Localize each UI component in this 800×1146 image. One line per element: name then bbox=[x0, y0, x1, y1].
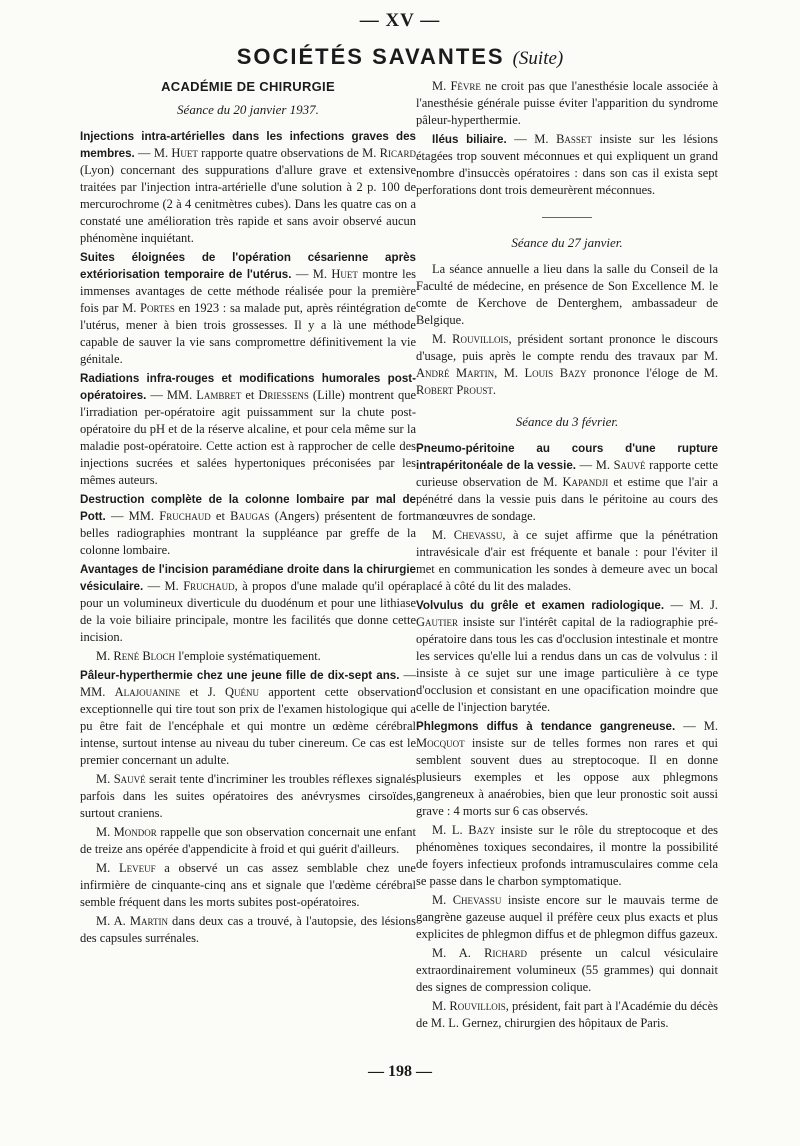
author-name: Martin bbox=[129, 914, 168, 928]
text: , M. bbox=[494, 366, 525, 380]
author-name: Leveuf bbox=[118, 861, 156, 875]
text: serait tente d'incriminer les troubles réflexes signalés parfois dans les suites opératoires des anévrysmes cirsoïdes, surtout craniens. bbox=[80, 772, 416, 820]
entry-heading: Radiations infra-rouges et modifications humorales post-opératoires. bbox=[80, 372, 416, 402]
paragraph bbox=[416, 718, 718, 820]
paragraph bbox=[80, 128, 416, 247]
text: — MM. bbox=[105, 509, 160, 523]
author-name: Rouvillois bbox=[449, 999, 506, 1013]
text: l'emploie systématiquement. bbox=[175, 649, 321, 663]
page-headline bbox=[0, 44, 800, 70]
entry-heading: Pâleur-hyperthermie chez une jeune fille de dix-sept ans. bbox=[80, 669, 400, 682]
text: et bbox=[210, 509, 231, 523]
author-name: Driessens bbox=[258, 388, 309, 402]
author-name: Lambret bbox=[196, 388, 242, 402]
paragraph bbox=[80, 370, 416, 489]
text: M. bbox=[432, 999, 450, 1013]
paragraph bbox=[80, 561, 416, 646]
text: M. bbox=[96, 772, 114, 786]
paragraph bbox=[416, 527, 718, 595]
session-date: Séance du 20 janvier 1937. bbox=[177, 102, 319, 117]
text: , à ce sujet affirme que la pénétration intravésicale d'air est fréquente et banale : pour l'éviter il met en communication les sondes à demeure avec un bocal placé à côté du lit des malades. bbox=[416, 528, 718, 593]
entry-heading: Injections intra-artérielles dans les infections graves des membres. bbox=[80, 130, 416, 160]
author-name: Alajouanine bbox=[114, 685, 181, 699]
paragraph bbox=[80, 249, 416, 368]
author-name: Kapandji bbox=[562, 475, 609, 489]
author-name: Sauvé bbox=[613, 458, 646, 472]
text: , président sortant prononce le discours d'usage, puis après le compte rendu des travaux par M. bbox=[416, 332, 718, 363]
paragraph bbox=[80, 824, 416, 858]
author-name: Portes bbox=[140, 301, 175, 315]
text: montre les immenses avantages de cette méthode réalisée pour la première fois par M. bbox=[80, 267, 417, 315]
text: — M. bbox=[291, 267, 332, 281]
section-divider bbox=[542, 217, 592, 218]
author-name: Fruchaud bbox=[183, 579, 235, 593]
text: insiste encore sur le mauvais terme de gangrène gazeuse auquel il préfère ceux plus exacts et plus explicites de phlegmon diffus et de phlegmon diffus gazeux. bbox=[416, 893, 718, 941]
text: — M. bbox=[134, 146, 172, 160]
entry-heading: Suites éloignées de l'opération césarienne après extériorisation temporaire de l'utérus. bbox=[80, 251, 416, 281]
author-name: Chevassu bbox=[453, 528, 503, 542]
author-name: J. Quénu bbox=[207, 685, 260, 699]
headline-suite: (Suite) bbox=[512, 48, 564, 69]
author-name: Fruchaud bbox=[159, 509, 211, 523]
text: . bbox=[492, 383, 497, 397]
text: rapporte quatre observations de M. bbox=[197, 146, 380, 160]
text: ne croit pas que l'anesthésie locale associée à l'anesthésie générale puisse éviter l'apparition du syndrome pâleur-hyperthermie. bbox=[416, 79, 718, 127]
author-name: Ricard bbox=[379, 146, 416, 160]
left-column bbox=[80, 78, 416, 949]
author-name: Gautier bbox=[416, 615, 459, 629]
paragraph bbox=[416, 998, 718, 1032]
author-name: Huet bbox=[331, 267, 358, 281]
text: a observé un cas assez semblable chez une infirmière de cinquante-cinq ans et signale que l'œdème cérébral semble fréquent dans les morts subites post-opératoires. bbox=[80, 861, 416, 909]
entry-heading: Iléus biliaire. bbox=[432, 133, 507, 146]
paragraph bbox=[80, 648, 416, 665]
text: et estime que l'air a pénétré dans la vessie puis dans le péritoine au cours des manœuvres de sondage. bbox=[416, 475, 718, 523]
paragraph bbox=[416, 131, 718, 199]
text: M. A. bbox=[432, 946, 485, 960]
paragraph bbox=[80, 667, 416, 769]
text: insiste sur l'intérêt capital de la radiographie pré-opératoire dans tous les cas d'occlusion intestinale et montre les services qu'elle lui a rendus dans un cas de volvulus : il insiste à ce sujet sur une image particulière à ce type d'occlusion et consistant en une opacification moindre que celle de l'injection barytée. bbox=[416, 615, 718, 714]
text: — MM. bbox=[80, 668, 416, 699]
headline-title: SOCIÉTÉS SAVANTES bbox=[236, 44, 505, 69]
text: — M. bbox=[675, 719, 718, 733]
author-name: Rouvillois bbox=[452, 332, 509, 346]
text: M. L. bbox=[432, 823, 469, 837]
author-name: Richard bbox=[484, 946, 527, 960]
text: M. bbox=[432, 79, 451, 93]
paragraph bbox=[416, 597, 718, 716]
entry-heading: Phlegmons diffus à tendance gangreneuse. bbox=[416, 720, 676, 733]
page-folio: — 198 — bbox=[368, 1063, 432, 1080]
author-name: Baugas bbox=[230, 509, 270, 523]
author-name: Fèvre bbox=[450, 79, 481, 93]
author-name: André Martin bbox=[416, 366, 495, 380]
text: , président, fait part à l'Académie du décès de M. L. Gernez, chirurgien des hôpitaux de Paris. bbox=[416, 999, 718, 1030]
text: et bbox=[180, 685, 208, 699]
text: rappelle que son observation concernait une enfant de treize ans opérée d'appendicite à froid et qui guérit d'ailleurs. bbox=[80, 825, 416, 856]
text: — M. bbox=[143, 579, 184, 593]
entry-heading: Avantages de l'incision paramédiane droite dans la chirurgie vésiculaire. bbox=[80, 563, 416, 593]
text: M. bbox=[96, 825, 114, 839]
session-date: Séance du 3 février. bbox=[515, 414, 619, 429]
paragraph bbox=[80, 771, 416, 822]
text: M. bbox=[432, 332, 453, 346]
paragraph bbox=[80, 860, 416, 911]
author-name: Louis Bazy bbox=[524, 366, 587, 380]
paragraph bbox=[416, 261, 718, 329]
author-name: Mondor bbox=[113, 825, 157, 839]
author-name: Bazy bbox=[468, 823, 496, 837]
text: La séance annuelle a lieu dans la salle du Conseil de la Faculté de médecine, en présence de Son Excellence M. le comte de Kerchove de Denterghem, ambassadeur de Belgique. bbox=[416, 262, 718, 327]
paragraph bbox=[80, 491, 416, 559]
author-name: René Bloch bbox=[113, 649, 176, 663]
text: M. bbox=[96, 861, 119, 875]
text: — MM. bbox=[146, 388, 197, 402]
text: (Lille) montrent que l'irradiation per-opératoire agit puissamment sur la chute post-opératoire du pH et de la réserve alcaline, et pour cela même sur la maladie post-opératoire. Cette action est à rapprocher de celle des injections sucrées et salées hypertoniques préconisées par les mêmes auteurs. bbox=[80, 388, 417, 487]
text: prononce l'éloge de M. bbox=[586, 366, 718, 380]
author-name: Sauvé bbox=[113, 772, 146, 786]
text: M. bbox=[96, 649, 114, 663]
paragraph bbox=[416, 440, 718, 525]
text: , à propos d'une malade qu'il opéra pour un volumineux diverticule du duodénum et pour une lithiase de la voie biliaire principale, montre les facilités que donne cette incision. bbox=[80, 579, 416, 644]
text: insiste sur le rôle du streptocoque et des phénomènes toxiques secondaires, il montre la possibilité de foyers infectieux profonds intramusculaires comme cela se passe dans le charbon symptomatique. bbox=[416, 823, 719, 888]
section-title: ACADÉMIE DE CHIRURGIE bbox=[161, 79, 335, 94]
author-name: Robert Proust bbox=[416, 383, 493, 397]
text: (Angers) présentent de fort belles radiographies montrant la suppléance par greffe de la colonne lombaire. bbox=[80, 509, 416, 557]
text: — M. bbox=[576, 458, 614, 472]
text: apportent cette observation exceptionnelle qui tire tout son prix de l'examen histologique qui a pu être fait de l'encéphale et qui montre un œdème cérébral intense, surtout intense au niveau du tuber cinereum. Ce cas est le premier concernant un adulte. bbox=[80, 685, 416, 767]
right-column bbox=[416, 78, 718, 1034]
paragraph bbox=[416, 78, 718, 129]
text: (Lyon) concernant des suppurations d'allure grave et extensive traitées par l'injection intra-artérielle d'une solution à 2 p. 100 de mercurochrome (2 à 4 cenitmètres cubes). Dans les quatre cas on a constaté une amélioration très rapide et sans avoir observé aucun phénomène inquiétant. bbox=[80, 163, 416, 245]
text: — M. J. bbox=[664, 598, 718, 612]
paragraph bbox=[416, 822, 718, 890]
author-name: Chevassu bbox=[452, 893, 502, 907]
text: M. bbox=[432, 893, 453, 907]
text: en 1923 : sa malade put, après réintégration de l'utérus, mener à bien trois grossesses. Il y a là une méthode capable de sauver la vie sans compromettre définitivement la vie génitale. bbox=[80, 301, 417, 366]
text: présente un calcul vésiculaire extraordinairement volumineux (55 grammes) qui donnait des signes de compression colique. bbox=[416, 946, 719, 994]
text: insiste sur de telles formes non rares et qui semblent souvent dues au streptocoque. Il en donne plusieurs exemples et les oppose aux phlegmons gangreneux à anaérobies, bien que leur pronostic soit aussi grave : 4 morts sur 6 cas observés. bbox=[416, 736, 718, 818]
text: M. A. bbox=[96, 914, 130, 928]
text: — M. bbox=[506, 132, 557, 146]
text: et bbox=[241, 388, 259, 402]
author-name: Huet bbox=[171, 146, 198, 160]
text: insiste sur les lésions étagées trop souvent méconnues et qui expliquent un grand nombre d'insuccès opératoires : dans son cas il exista sept perforations dont trois demeurèrent méconnues. bbox=[416, 132, 718, 197]
paragraph bbox=[416, 892, 718, 943]
paragraph bbox=[80, 913, 416, 947]
author-name: Basset bbox=[556, 132, 592, 146]
paragraph bbox=[416, 331, 718, 399]
text: rapporte cette curieuse observation de M. bbox=[416, 458, 719, 489]
text: M. bbox=[432, 528, 454, 542]
entry-heading: Pneumo-péritoine au cours d'une rupture intrapéritonéale de la vessie. bbox=[416, 442, 718, 472]
entry-heading: Destruction complète de la colonne lombaire par mal de Pott. bbox=[80, 493, 416, 523]
paragraph bbox=[416, 945, 718, 996]
text: dans deux cas a trouvé, à l'autopsie, des lésions des capsules surrénales. bbox=[80, 914, 417, 945]
entry-heading: Volvulus du grêle et examen radiologique. bbox=[416, 599, 665, 612]
author-name: Mocquot bbox=[416, 736, 465, 750]
session-date: Séance du 27 janvier. bbox=[511, 235, 623, 250]
roman-page-number: — XV — bbox=[359, 10, 441, 31]
